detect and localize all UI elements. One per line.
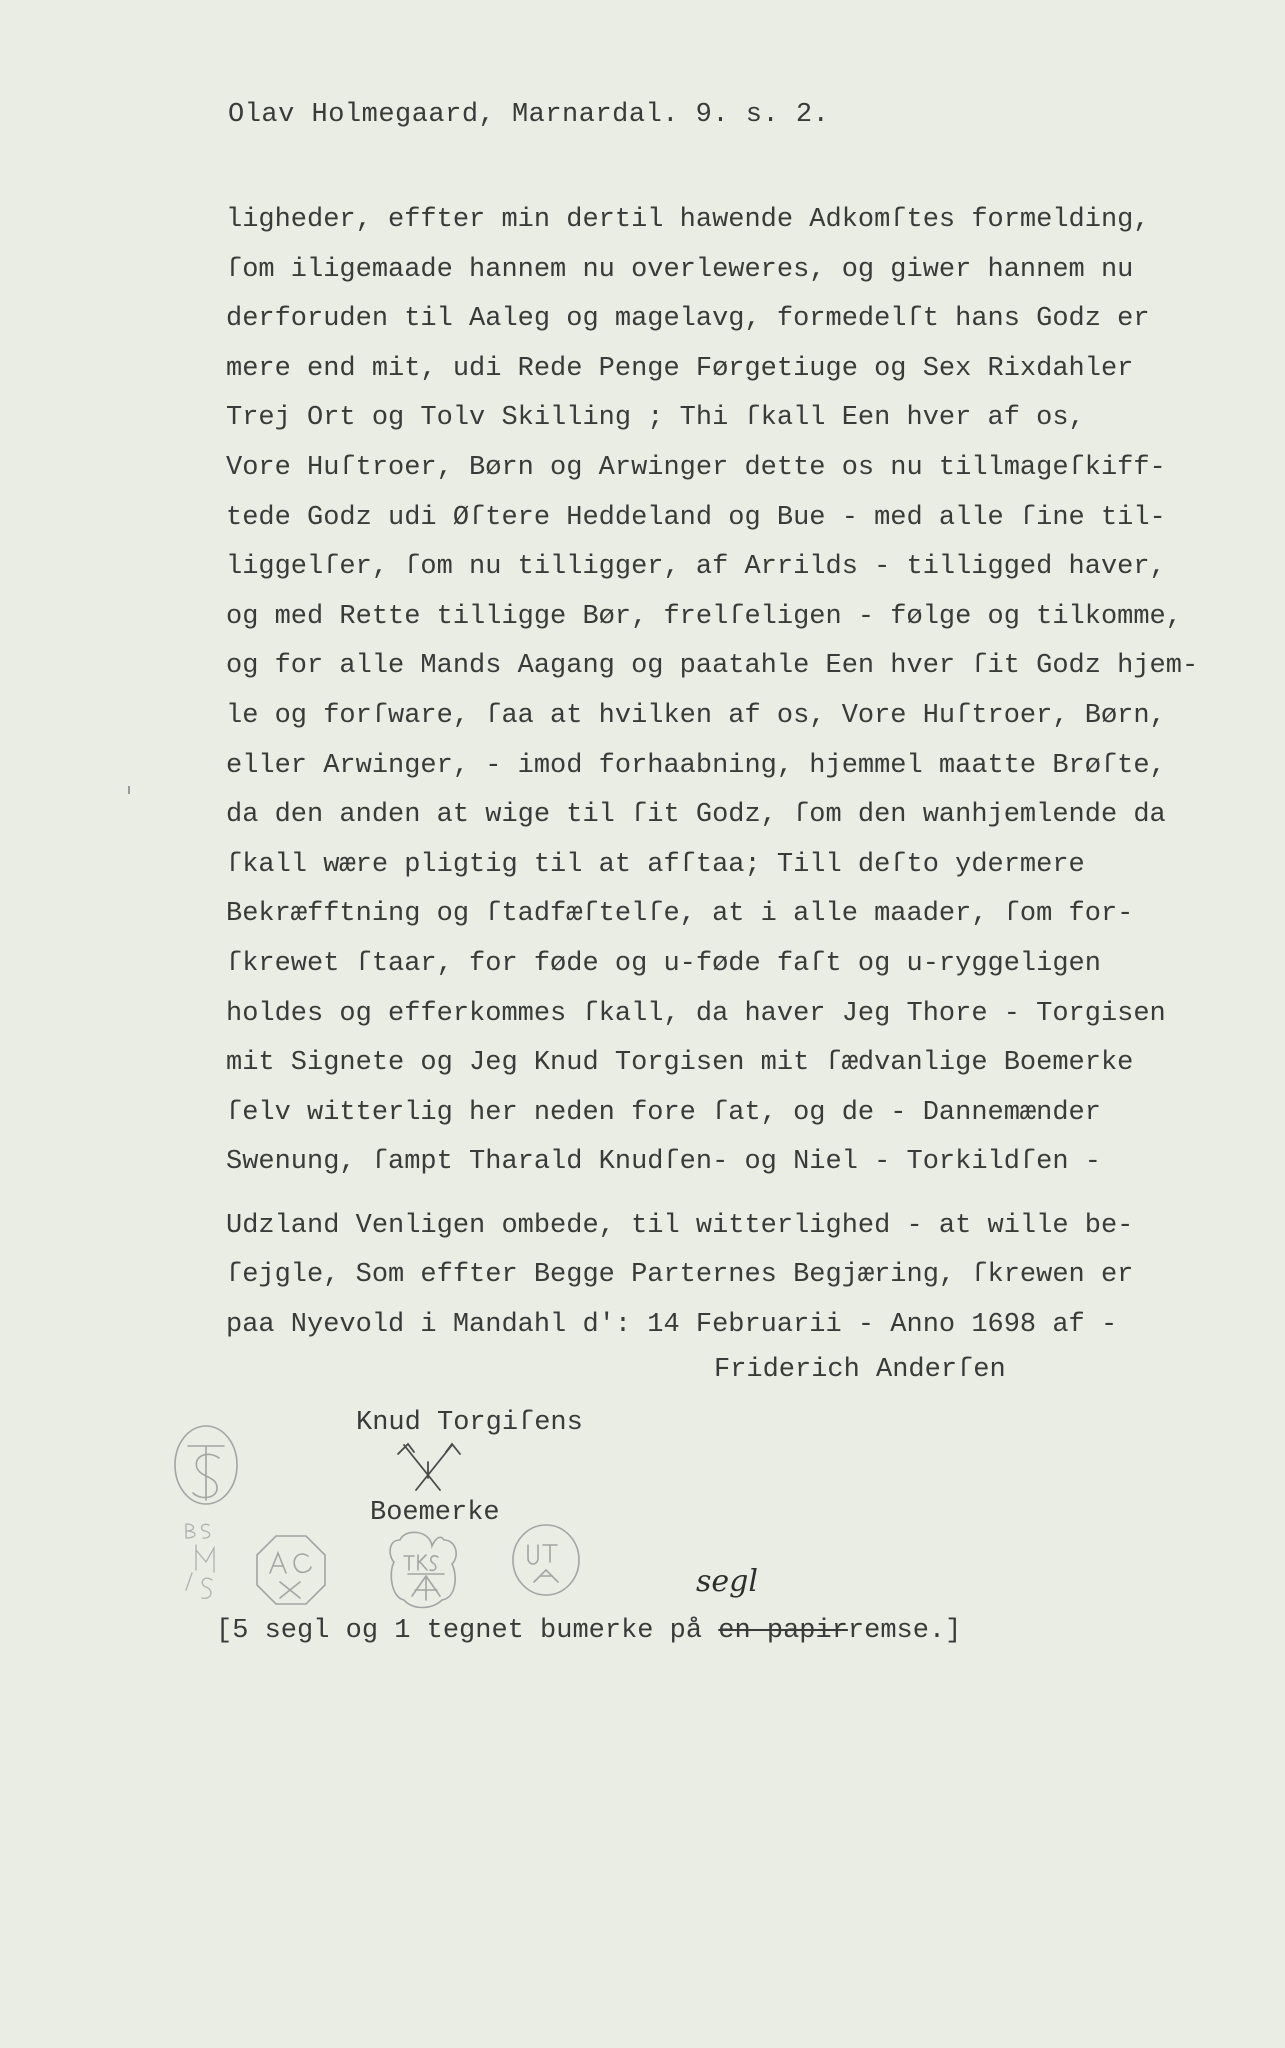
text-line: paa Nyevold i Mandahl d': 14 Februarii - Anno 1698 af - bbox=[226, 1310, 1118, 1341]
house-mark-label: Boemerke bbox=[370, 1498, 500, 1528]
text-line: da den anden at wige til ſit Godz, ſom den wanhjemlende da bbox=[226, 800, 1166, 831]
editorial-note bbox=[216, 1564, 962, 1646]
text-line: le og forſware, ſaa at hvilken af os, Vore Huſtroer, Børn, bbox=[226, 700, 1166, 731]
seal-ut-icon bbox=[513, 1525, 579, 1595]
text-line: tede Godz udi Øſtere Heddeland og Bue - med alle ſine til- bbox=[226, 502, 1166, 533]
text-line: og med Rette tilligge Bør, frelſeligen - følge og tilkomme, bbox=[226, 601, 1182, 632]
house-mark-icon bbox=[398, 1444, 460, 1490]
pencil-initials-icon bbox=[186, 1524, 214, 1598]
text-line: ſelv witterlig her neden fore ſat, og de - Dannemænder bbox=[226, 1097, 1101, 1128]
seal-owner-label: Knud Torgiſens bbox=[356, 1408, 583, 1438]
handwritten-insert: segl bbox=[696, 1564, 758, 1599]
text-line: Swenung, ſampt Tharald Knudſen- og Niel - Torkildſen - bbox=[226, 1147, 1101, 1178]
signature-name: Friderich Anderſen bbox=[714, 1355, 1006, 1385]
margin-mark bbox=[128, 786, 130, 794]
text-line: holdes og efferkommes ſkall, da haver Jeg Thore - Torgisen bbox=[226, 998, 1166, 1029]
text-line: eller Arwinger, - imod forhaabning, hjemmel maatte Brøſte, bbox=[226, 750, 1166, 781]
note-suffix: remse.] bbox=[847, 1616, 962, 1646]
text-line: Vore Huſtroer, Børn og Arwinger dette os nu tillmageſkiff- bbox=[226, 452, 1166, 483]
text-line: ſejgle, Som effter Begge Parternes Begjæring, ſkrewen er bbox=[226, 1260, 1134, 1291]
text-line: Trej Ort og Tolv Skilling ; Thi ſkall Een hver af os, bbox=[226, 403, 1085, 434]
note-struck-text: en papir bbox=[718, 1616, 848, 1646]
page-header: Olav Holmegaard, Marnardal. 9. s. 2. bbox=[228, 100, 830, 130]
text-line: ſkrewet ſtaar, for føde og u-føde faſt og u-ryggeligen bbox=[226, 948, 1101, 979]
seal-ts-icon bbox=[175, 1426, 237, 1504]
note-prefix: [5 segl og 1 tegnet bumerke på bbox=[216, 1616, 719, 1646]
text-line: derforuden til Aaleg og magelavg, formedelſt hans Godz er bbox=[226, 304, 1150, 335]
text-line: og for alle Mands Aagang og paatahle Een hver ſit Godz hjem- bbox=[226, 651, 1199, 682]
text-line: Bekræfftning og ſtadfæſtelſe, at i alle maader, ſom for- bbox=[226, 899, 1134, 930]
text-line: mit Signete og Jeg Knud Torgisen mit ſædvanlige Boemerke bbox=[226, 1048, 1134, 1079]
seal-tks-icon bbox=[390, 1532, 456, 1607]
text-line: ſkall wære pligtig til at afſtaa; Till deſto ydermere bbox=[226, 849, 1085, 880]
seal-ac-icon bbox=[257, 1536, 325, 1604]
text-line: ſom iligemaade hannem nu overleweres, og giwer hannem nu bbox=[226, 254, 1134, 285]
text-line: ligheder, effter min dertil hawende Adkomſtes formelding, bbox=[226, 205, 1150, 235]
text-line: liggelſer, ſom nu tilligger, af Arrilds - tilligged haver, bbox=[226, 552, 1166, 583]
text-line: mere end mit, udi Rede Penge Førgetiuge og Sex Rixdahler bbox=[226, 353, 1134, 384]
text-line: Udzland Venligen ombede, til witterlighed - at wille be- bbox=[226, 1210, 1134, 1241]
